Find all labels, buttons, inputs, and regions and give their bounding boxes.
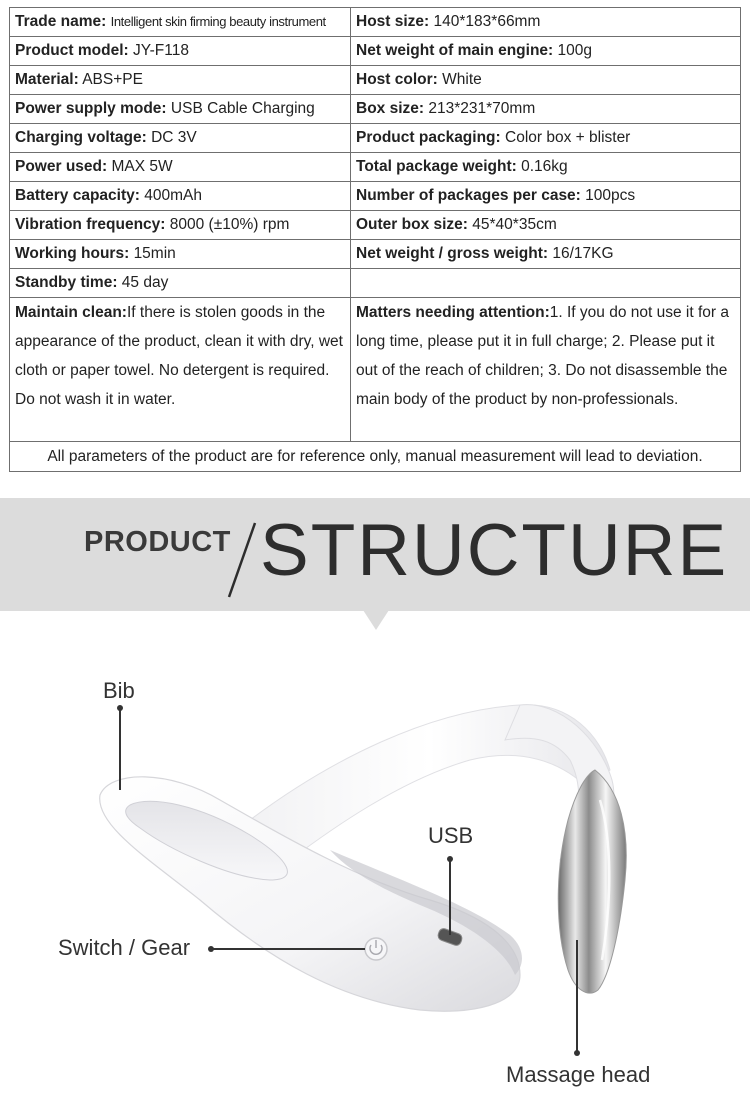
banner-title-small: PRODUCT — [84, 526, 231, 558]
spec-value: JY-F118 — [132, 42, 189, 59]
spec-cell-left — [10, 211, 351, 240]
massage-dot — [574, 1050, 580, 1056]
spec-value: 45*40*35cm — [472, 216, 557, 233]
spec-value: 45 day — [121, 274, 169, 291]
spec-value: 400mAh — [144, 187, 202, 204]
attention-cell — [351, 298, 741, 442]
spec-cell-right — [351, 124, 741, 153]
label-massage-head: Massage head — [506, 1062, 651, 1087]
banner-title-large: STRUCTURE — [260, 510, 729, 591]
spec-key: Trade name: — [15, 13, 107, 30]
banner-pointer — [363, 610, 389, 630]
spec-cell-right — [351, 66, 741, 95]
spec-value: Color box + blister — [505, 129, 631, 146]
spec-key: Power supply mode: — [15, 100, 167, 117]
note-text: 1. If you do not use it for a long time, please put it in full charge; 2. Please put it out of the reach of children; 3. Do not disassemble the main body of the product by non-professionals. — [356, 304, 729, 408]
spec-cell-left — [10, 240, 351, 269]
spec-cell-right — [351, 182, 741, 211]
spec-value: USB Cable Charging — [170, 100, 315, 117]
spec-cell-right — [351, 240, 741, 269]
spec-value: MAX 5W — [111, 158, 173, 175]
spec-cell-right — [351, 153, 741, 182]
spec-key: Box size: — [356, 100, 425, 117]
spec-cell-left — [10, 182, 351, 211]
spec-row — [10, 124, 741, 153]
spec-value: 0.16kg — [521, 158, 568, 175]
spec-value: White — [442, 71, 482, 88]
spec-key: Working hours: — [15, 245, 130, 262]
spec-key: Product model: — [15, 42, 129, 59]
spec-value: 140*183*66mm — [433, 13, 541, 30]
spec-key: Host size: — [356, 13, 430, 30]
spec-footer: All parameters of the product are for reference only, manual measurement will lead to deviation. — [10, 442, 741, 472]
spec-key: Net weight of main engine: — [356, 42, 554, 59]
spec-cell-right — [351, 211, 741, 240]
spec-row — [10, 66, 741, 95]
spec-value: 100g — [557, 42, 592, 59]
spec-row — [10, 211, 741, 240]
spec-cell-right — [351, 269, 741, 298]
spec-row — [10, 153, 741, 182]
spec-key: Charging voltage: — [15, 129, 147, 146]
label-usb: USB — [428, 823, 474, 848]
spec-value: ABS+PE — [82, 71, 143, 88]
spec-cell-left — [10, 95, 351, 124]
bib-leader-line — [119, 708, 121, 790]
spec-row — [10, 95, 741, 124]
note-key: Maintain clean: — [15, 304, 127, 321]
spec-value: 8000 (±10%) rpm — [169, 216, 290, 233]
maintain-clean-cell — [10, 298, 351, 442]
spec-value: DC 3V — [151, 129, 197, 146]
switch-leader-line — [211, 948, 365, 950]
spec-key: Battery capacity: — [15, 187, 140, 204]
massage-leader-line — [576, 940, 578, 1052]
spec-value: 213*231*70mm — [428, 100, 536, 117]
usb-leader-line — [449, 859, 451, 935]
spec-key: Material: — [15, 71, 79, 88]
spec-notes-row — [10, 298, 741, 442]
spec-key: Total package weight: — [356, 158, 517, 175]
note-key: Matters needing attention: — [356, 304, 550, 321]
spec-row — [10, 240, 741, 269]
spec-key: Product packaging: — [356, 129, 501, 146]
spec-row — [10, 269, 741, 298]
spec-cell-right — [351, 95, 741, 124]
spec-value: 100pcs — [585, 187, 636, 204]
spec-key: Net weight / gross weight: — [356, 245, 549, 262]
spec-value: Intelligent skin firming beauty instrument — [110, 14, 326, 29]
spec-row — [10, 182, 741, 211]
spec-key: Standby time: — [15, 274, 118, 291]
spec-cell-left — [10, 66, 351, 95]
spec-row — [10, 37, 741, 66]
spec-cell-left — [10, 37, 351, 66]
note-text: If there is stolen goods in the appearance of the product, clean it with dry, wet cloth or paper towel. No detergent is required. Do not wash it in water. — [15, 304, 343, 408]
spec-row — [10, 8, 741, 37]
spec-cell-left — [10, 153, 351, 182]
spec-cell-left — [10, 124, 351, 153]
spec-cell-left — [10, 269, 351, 298]
label-switch-gear: Switch / Gear — [58, 935, 191, 960]
spec-key: Host color: — [356, 71, 438, 88]
banner-slash — [223, 519, 263, 599]
spec-cell-right — [351, 8, 741, 37]
spec-key: Outer box size: — [356, 216, 468, 233]
spec-cell-right — [351, 37, 741, 66]
spec-key: Number of packages per case: — [356, 187, 581, 204]
spec-value: 16/17KG — [552, 245, 614, 262]
massage-head — [558, 770, 626, 993]
spec-footer-row — [10, 442, 741, 472]
spec-value: 15min — [133, 245, 176, 262]
spec-cell-left — [10, 8, 351, 37]
spec-key: Power used: — [15, 158, 108, 175]
spec-key: Vibration frequency: — [15, 216, 166, 233]
spec-table — [9, 7, 741, 472]
label-bib: Bib — [103, 678, 135, 703]
